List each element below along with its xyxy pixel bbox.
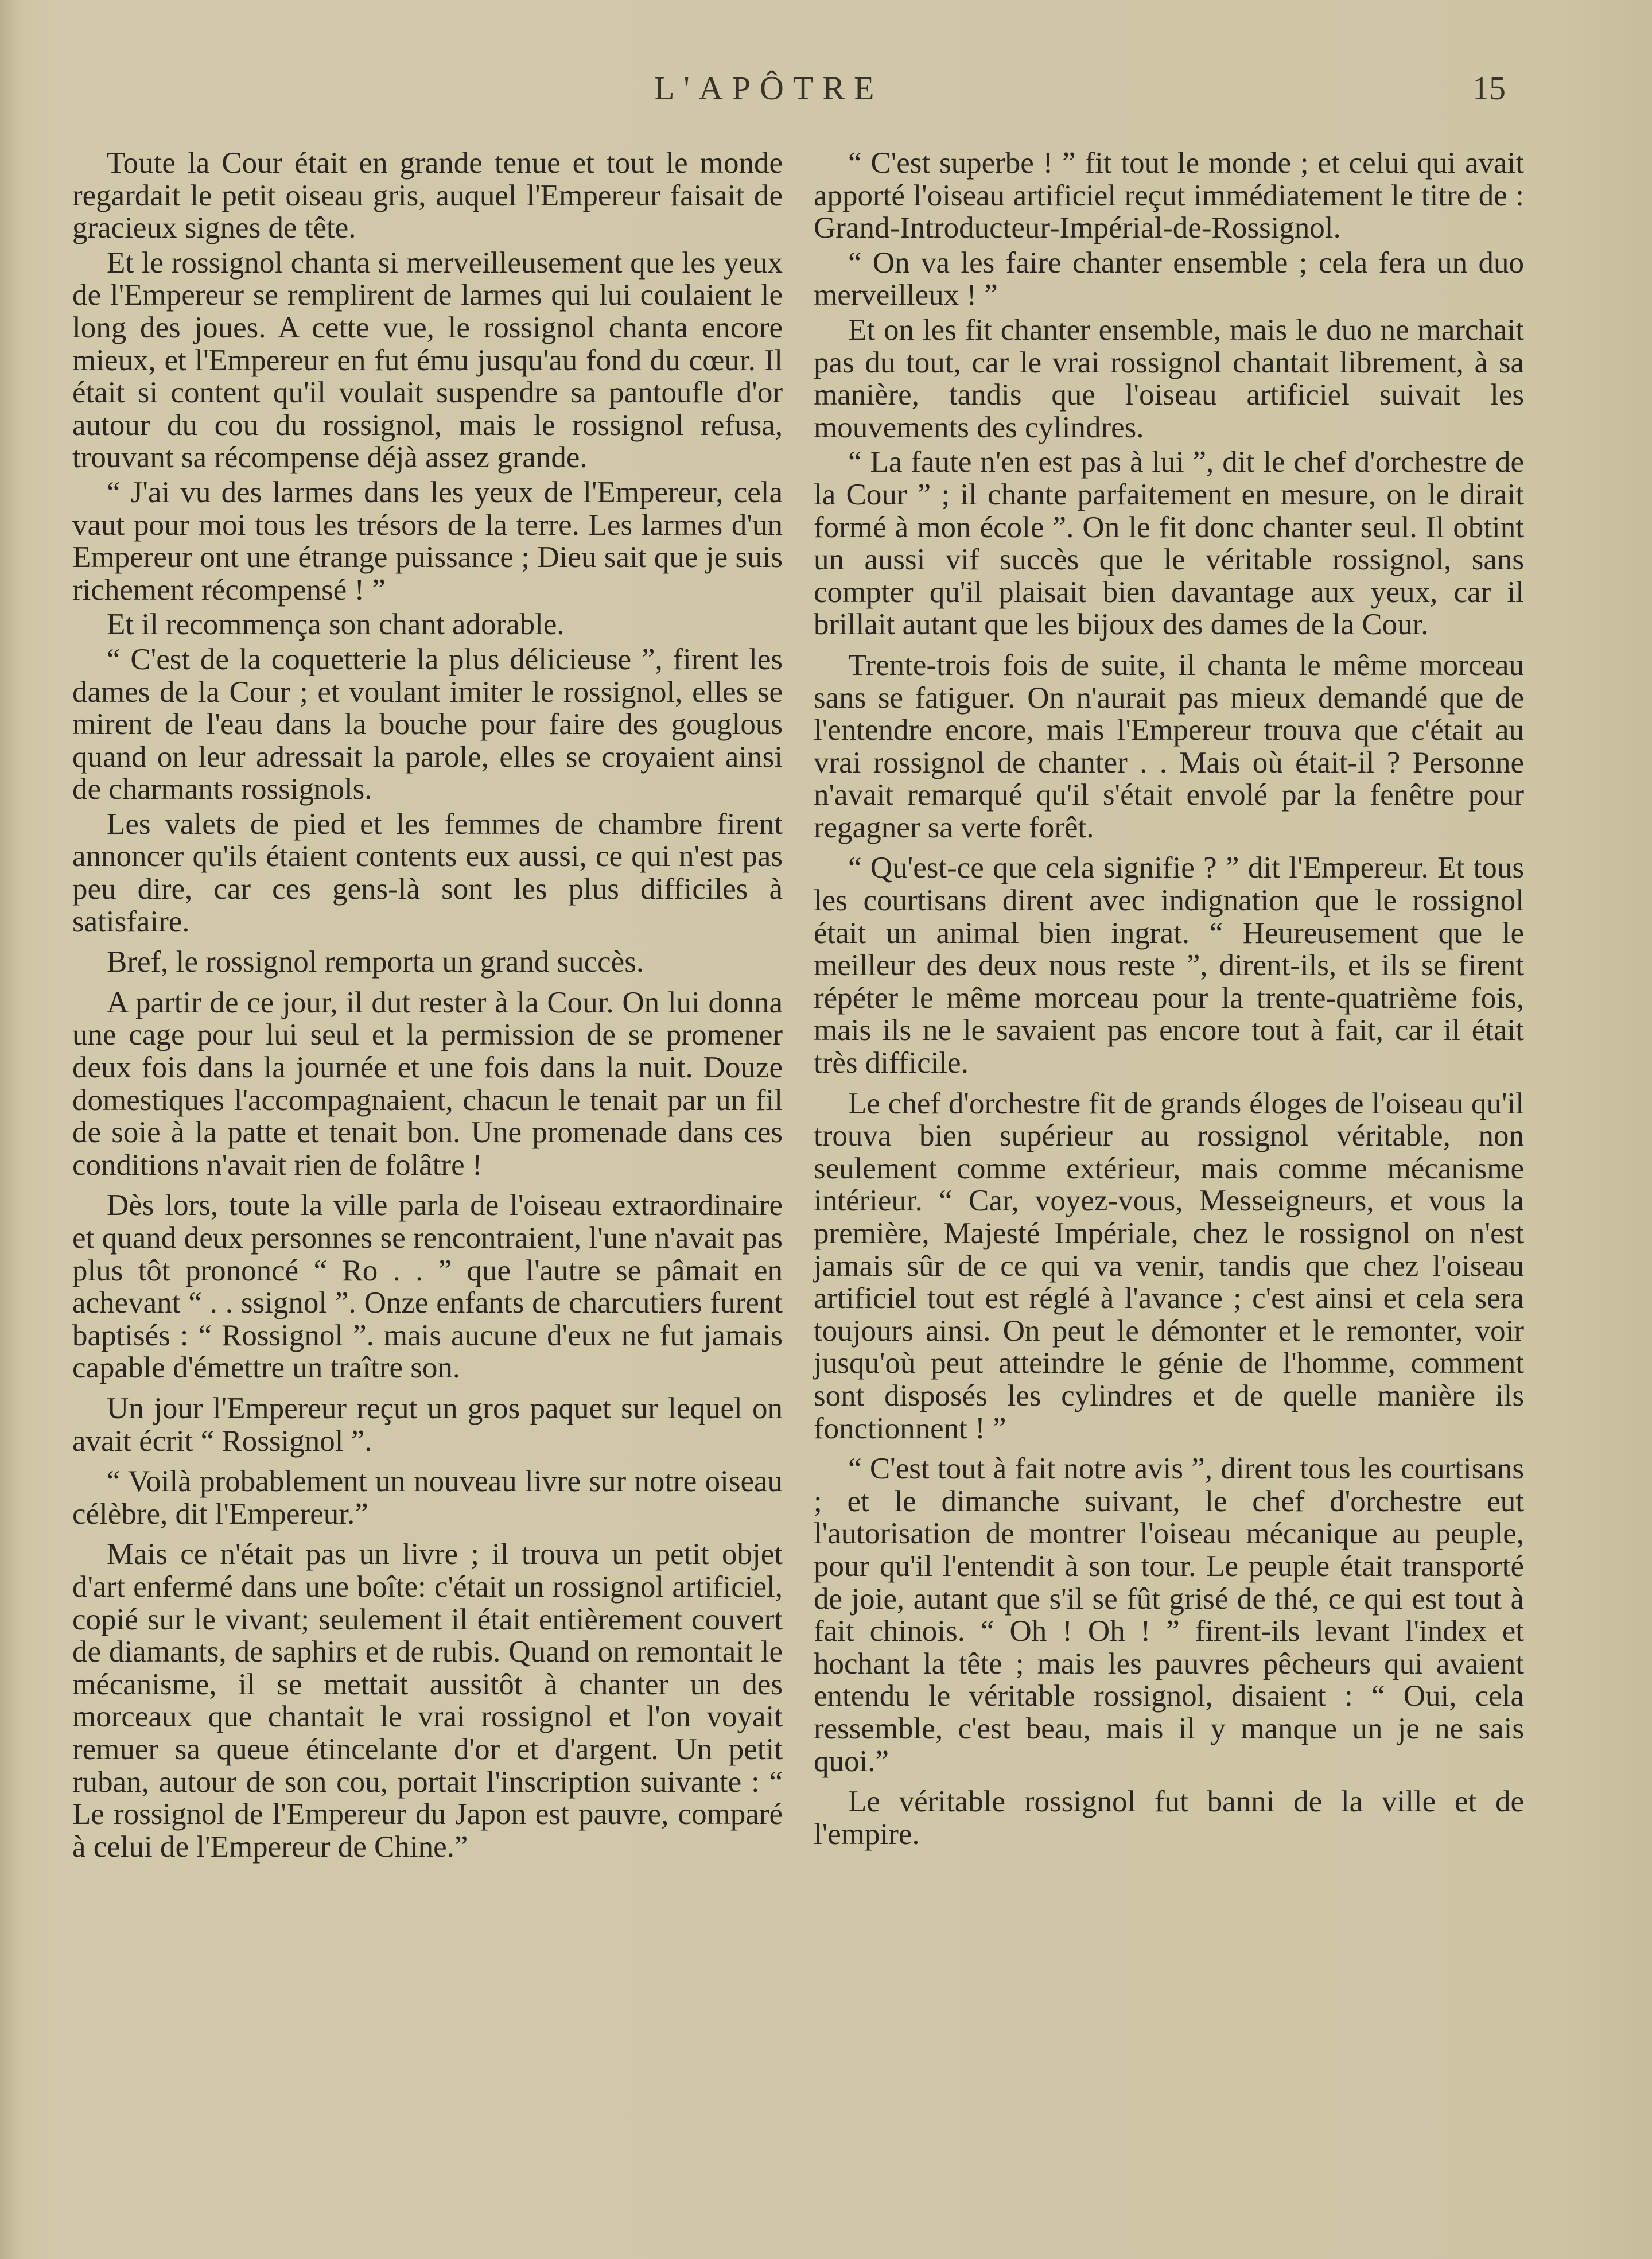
paragraph: “ On va les faire chanter ensemble ; cela fera un duo merveilleux ! ” xyxy=(814,246,1524,312)
paragraph: “ J'ai vu des larmes dans les yeux de l'Empereur, cela vaut pour moi tous les trésors de la terre. Les larmes d'un Empereur ont une étrange puissance ; Dieu sait que je suis richement récompensé ! ” xyxy=(72,475,783,607)
paragraph: “ La faute n'en est pas à lui ”, dit le chef d'orchestre de la Cour ” ; il chante parfaitement en mesure, on le dirait formé à mon école ”. On le fit donc chanter seul. Il obtint un aussi vif succès que le véritable rossignol, sans compter qu'il plaisait bien davantage aux yeux, car il brillait autant que les bijoux des dames de la Cour. xyxy=(814,445,1524,642)
paragraph: A partir de ce jour, il dut rester à la Cour. On lui donna une cage pour lui seul et la permission de se promener deux fois dans la journée et une fois dans la nuit. Douze domestiques l'accompagnaient, chacun le tenait par un fil de soie à la patte et tenait bon. Une promenade dans ces conditions n'avait rien de folâtre ! xyxy=(72,985,783,1182)
paragraph: “ C'est tout à fait notre avis ”, dirent tous les courtisans ; et le dimanche suivant, le chef d'orchestre eut l'autorisation de montrer l'oiseau mécanique au peuple, pour qu'il l'entendit à son tour. Le peuple était transporté de joie, autant que s'il se fût grisé de thé, ce qui est tout à fait chinois. “ Oh ! Oh ! ” firent-ils levant l'index et hochant la tête ; mais les pauvres pêcheurs qui avaient entendu le véritable rossignol, disaient : “ Oui, cela ressemble, c'est beau, mais il y manque un je ne sais quoi.” xyxy=(814,1452,1524,1778)
paragraph: Le chef d'orchestre fit de grands éloges de l'oiseau qu'il trouva bien supérieur au rossignol véritable, non seulement comme extérieur, mais comme mécanisme intérieur. “ Car, voyez-vous, Messeigneurs, et vous la première, Majesté Impériale, chez le rossignol on n'est jamais sûr de ce qui va venir, tandis que chez l'oiseau artificiel tout est réglé à l'avance ; c'est ainsi et cela sera toujours ainsi. On peut le démonter et le remonter, voir jusqu'où peut atteindre le génie de l'homme, comment sont disposés les cylindres et de quelle manière ils fonctionnent ! ” xyxy=(814,1086,1524,1445)
paragraph: Toute la Cour était en grande tenue et tout le monde regardait le petit oiseau gris, auquel l'Empereur faisait de gracieux signes de tête. xyxy=(72,146,783,245)
left-column xyxy=(72,147,783,1865)
paragraph: Le véritable rossignol fut banni de la ville et de l'empire. xyxy=(814,1785,1524,1851)
paragraph: “ Qu'est-ce que cela signifie ? ” dit l'Empereur. Et tous les courtisans dirent avec indignation que le rossignol était un animal bien ingrat. “ Heureusement que le meilleur des deux nous reste ”, dirent-ils, et ils se firent répéter le même morceau pour la trente-quatrième fois, mais ils ne le savaient pas encore tout à fait, car il était très difficile. xyxy=(814,851,1524,1080)
page-number: 15 xyxy=(1472,69,1506,107)
paragraph: Mais ce n'était pas un livre ; il trouva un petit objet d'art enfermé dans une boîte: c'était un rossignol artificiel, copié sur le vivant; seulement il était entièrement couvert de diamants, de saphirs et de rubis. Quand on remontait le mécanisme, il se mettait aussitôt à chanter un des morceaux que chantait le vrai rossignol et l'on voyait remuer sa queue étincelante d'or et d'argent. Un petit ruban, autour de son cou, portait l'inscription suivante : “ Le rossignol de l'Empereur du Japon est pauvre, comparé à celui de l'Empereur de Chine.” xyxy=(72,1538,783,1864)
paragraph: Les valets de pied et les femmes de chambre firent annoncer qu'ils étaient contents eux aussi, ce qui n'est pas peu dire, car ces gens-là sont les plus difficiles à satisfaire. xyxy=(72,807,783,938)
paragraph: Et il recommença son chant adorable. xyxy=(107,608,565,642)
page-header xyxy=(0,69,1652,115)
paragraph: “ C'est de la coquetterie la plus délicieuse ”, firent les dames de la Cour ; et voulant imiter le rossignol, elles se mirent de l'eau dans la bouche pour faire des gouglous quand on leur adressait la parole, elles se croyaient ainsi de charmants rossignols. xyxy=(72,642,783,806)
paragraph: Et le rossignol chanta si merveilleusement que les yeux de l'Empereur se remplirent de larmes qui lui coulaient le long des joues. A cette vue, le rossignol chanta encore mieux, et l'Empereur en fut ému jusqu'au fond du cœur. Il était si content qu'il voulait suspendre sa pantoufle d'or autour du cou du rossignol, mais le rossignol refusa, trouvant sa récompense déjà assez grande. xyxy=(72,246,783,475)
paragraph: Bref, le rossignol remporta un grand succès. xyxy=(107,945,644,979)
paragraph: Un jour l'Empereur reçut un gros paquet sur lequel on avait écrit “ Rossignol ”. xyxy=(72,1391,783,1458)
paragraph: Trente-trois fois de suite, il chanta le même morceau sans se fatiguer. On n'aurait pas mieux demandé que de l'entendre encore, mais l'Empereur trouva que c'était au vrai rossignol de chanter . . Mais où était-il ? Personne n'avait remarqué qu'il s'était envolé par la fenêtre pour regagner sa verte forêt. xyxy=(814,648,1524,844)
paragraph: “ Voilà probablement un nouveau livre sur notre oiseau célèbre, dit l'Empereur.” xyxy=(72,1465,783,1531)
paragraph: Dès lors, toute la ville parla de l'oiseau extraordinaire et quand deux personnes se rencontraient, l'une n'avait pas plus tôt prononcé “ Ro . . ” que l'autre se pâmait en achevant “ . . ssignol ”. Onze enfants de charcutiers furent baptisés : “ Rossignol ”. mais aucune d'eux ne fut jamais capable d'émettre un traître son. xyxy=(72,1189,783,1385)
paragraph: “ C'est superbe ! ” fit tout le monde ; et celui qui avait apporté l'oiseau artificiel reçut immédiatement le titre de : Grand-Introducteur-Impérial-de-Rossignol. xyxy=(814,146,1524,245)
running-title: L'APÔTRE xyxy=(654,69,884,107)
right-column xyxy=(814,147,1524,1853)
paragraph: Et on les fit chanter ensemble, mais le duo ne marchait pas du tout, car le vrai rossignol chantait librement, à sa manière, tandis que l'oiseau artificiel suivait les mouvements des cylindres. xyxy=(814,313,1524,444)
